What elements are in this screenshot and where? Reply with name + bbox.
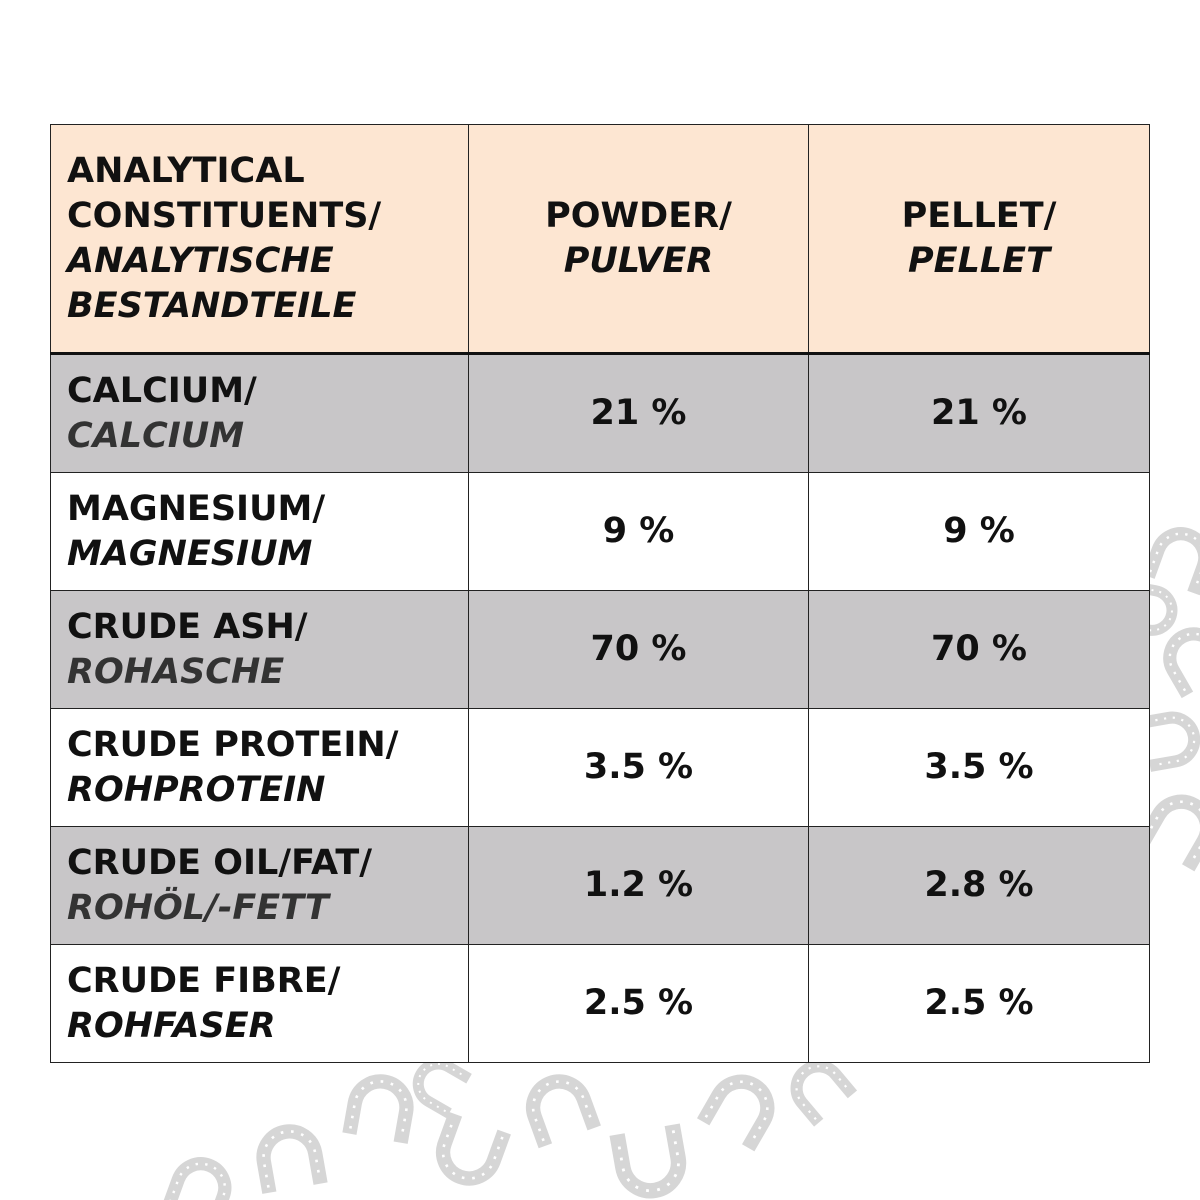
- header-constituents-en: ANALYTICAL CONSTITUENTS/: [67, 150, 382, 236]
- header-powder-en: POWDER/: [545, 195, 732, 236]
- constituent-de: CALCIUM: [67, 415, 245, 456]
- header-pellet: [809, 125, 1150, 354]
- pellet-value: 70 %: [809, 591, 1150, 709]
- pellet-value: 2.8 %: [809, 827, 1150, 945]
- constituent-de: MAGNESIUM: [67, 533, 313, 574]
- pellet-value: 2.5 %: [809, 945, 1150, 1063]
- constituent-label: [51, 827, 469, 945]
- powder-value: 70 %: [469, 591, 809, 709]
- powder-value: 3.5 %: [469, 709, 809, 827]
- pellet-value: 3.5 %: [809, 709, 1150, 827]
- powder-value: 21 %: [469, 354, 809, 473]
- constituent-en: CALCIUM/: [67, 370, 257, 411]
- header-constituents-de: ANALYTISCHE BESTANDTEILE: [67, 240, 357, 326]
- constituent-label: [51, 709, 469, 827]
- table-row: [51, 827, 1150, 945]
- constituent-de: ROHASCHE: [67, 651, 285, 692]
- pellet-value: 21 %: [809, 354, 1150, 473]
- constituent-de: ROHFASER: [67, 1005, 276, 1046]
- table-row: [51, 473, 1150, 591]
- table-row: [51, 709, 1150, 827]
- table-row: [51, 591, 1150, 709]
- header-constituents: [51, 125, 469, 354]
- constituent-en: MAGNESIUM/: [67, 488, 326, 529]
- header-pellet-en: PELLET/: [901, 195, 1057, 236]
- table-row: [51, 354, 1150, 473]
- constituent-label: [51, 473, 469, 591]
- header-pellet-de: PELLET: [908, 240, 1050, 281]
- constituent-en: CRUDE PROTEIN/: [67, 724, 399, 765]
- constituent-label: [51, 945, 469, 1063]
- header-powder: [469, 125, 809, 354]
- constituent-en: CRUDE OIL/FAT/: [67, 842, 372, 883]
- constituent-en: CRUDE ASH/: [67, 606, 308, 647]
- table-header-row: [51, 125, 1150, 354]
- table-row: [51, 945, 1150, 1063]
- constituent-de: ROHÖL/-FETT: [67, 887, 329, 928]
- pellet-value: 9 %: [809, 473, 1150, 591]
- header-powder-de: PULVER: [563, 240, 714, 281]
- analytical-constituents-table: [50, 124, 1150, 1063]
- constituent-en: CRUDE FIBRE/: [67, 960, 341, 1001]
- powder-value: 9 %: [469, 473, 809, 591]
- powder-value: 1.2 %: [469, 827, 809, 945]
- constituent-label: [51, 354, 469, 473]
- constituent-de: ROHPROTEIN: [67, 769, 326, 810]
- powder-value: 2.5 %: [469, 945, 809, 1063]
- constituent-label: [51, 591, 469, 709]
